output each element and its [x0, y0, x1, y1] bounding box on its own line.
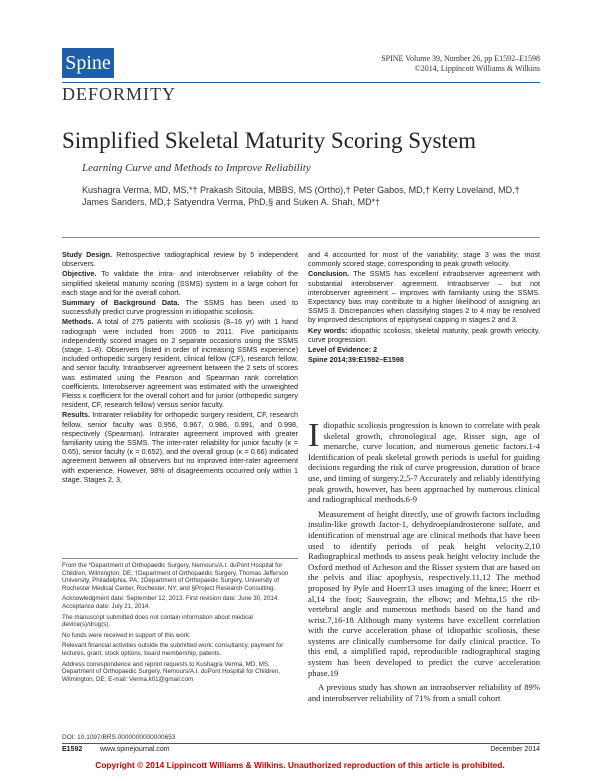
citation: Spine 2014;39:E1592–E1598 [308, 355, 404, 365]
level-of-evidence: Level of Evidence: 2 [308, 345, 378, 355]
abstract-results: Results. Intrarater reliability for orthopedic surgery resident, CF, research fellow, senior faculty was 0.956, 0.967, 0.986, 0.991, and 0.998, respectively (Spearman). Intrarater agreement improved with greater familiarity using the SSMS. The inter-rater reliability for junior faculty (κ = 0.65), senior faculty (κ = 0.652), and the overall group (κ = 0.66) indicated agreement between all observers but no improved inter-rater agreement with experience. However, 98% of disagreements occurred only within 1 stage. Stages 2, 3, [62, 410, 298, 484]
device-note: The manuscript submitted does not contain information about medical device(s)/drug(s). [62, 613, 253, 629]
footer-rule [62, 743, 540, 744]
abstract-methods: Methods. A total of 275 patients with scoliosis (8–16 yr) with 1 hand radiograph were included from 2005 to 2011. Five participants independently scored images on 2 separate occasions using the SSMS (stage, 1–8). Observers (listed in order of increasing SSMS experience) included orthopedic surgery resident, clinical fellow (CF), research fellow, and senior faculty. Intraobserver agreement between the 2 sets of scores was estimated using the Pearson and Spearman rank correlation coefficients. Interobserver agreement was estimated with the unweighted Fleiss κ coefficient for the overall cohort and for junior (orthopedic surgery resident, CF, research fellow) versus senior faculty. [62, 317, 298, 410]
article-title: Simplified Skeletal Maturity Scoring System [62, 128, 476, 153]
abstract-rule [62, 237, 540, 238]
abstract-design: Study Design. Retrospective radiographical review by 5 independent observers. [62, 250, 298, 269]
abstract-left-column [62, 250, 298, 485]
financial-note: Relevant financial activities outside the submitted work: consultancy, payment for lectures, grant, stock options, board membership, patents. [62, 642, 284, 657]
footnotes [62, 558, 298, 686]
doi: DOI: 10.1097/BRS.0000000000000653 [62, 734, 176, 741]
abstract-background: Summary of Background Data. The SSMS has been used to successfully predict curve progression in idiopathic scoliosis. [62, 298, 298, 317]
body-paragraph: A previous study has shown an intraobserver reliability of 89% and interobserver reliability of 71% from a small cohort [308, 682, 540, 703]
journal-copyright-line: ©2014, Lippincott Williams & Wilkins [414, 64, 540, 73]
body-paragraph: Idiopathic scoliosis progression is known to correlate with peak skeletal growth, chronological age, Risser sign, age of menarche, curve location, and numerous genetic factors.1-4 Identification of peak skeletal growth periods is useful for guiding decisions regarding the risk of curve progression, duration of brace use, and timing of surgery.2,5-7 Accurately and reliably identifying peak growth, however, has been approached by numerous clinical and radiographical methods.6-9 [308, 417, 540, 505]
abstract-conclusion: Conclusion. The SSMS has excellent intraobserver agreement with substantial interobserver agreement. Intraobserver – but not interobserver agreement – improves with familiarity using the SSMS. Expectancy bias may contribute to a higher likelihood of assigning an SSMS 3. Discrepancies when classifying stages 2 to 4 may be resolved by improved descriptions of epiphyseal capping in stages 2 and 3. [308, 269, 540, 325]
journal-website: www.spinejournal.com [100, 746, 170, 753]
affiliations-note: From the *Department of Orthopaedic Surgery, Nemours/A.I. duPont Hospital for Children, Wilmington, DE; †Department of Orthopaedic Surgery, Thomas Jefferson University, Philadelphia, PA; ‡Department of Orthopaedic Surgery, University of Rochester Medical Center, Rochester, NY; and §Project Research Consulting. [62, 562, 289, 592]
body-paragraph: Measurement of height directly, use of growth factors including insulin-like growth factor-1, dehydroepiandrosterone sulfate, and identification of menstrual age are clinical methods that have been used to identify periods of peak height velocity.2,10 Radiographical methods to assess peak height velocity include the Oxford method of Acheson and the Risser system that are based on the pelvis and iliac apophysis, respectively.11,12 The method proposed by Pyle and Hoerr13 uses imaging of the knee; Hoerr et al,14 the foot; Sauvegrain, the elbow; and Mehta,15 the rib-vertebral angle and numerous methods based on the hand and wrist.7,16-18 Although many systems have excellent correlation with the curve acceleration phase of idiopathic scoliosis, these systems are clinically cumbersome for daily clinical practice. To this end, a simplified rapid, reproducible radiographical staging system has been developed to predict the curve acceleration phase.19 [308, 508, 540, 678]
journal-volume-line: SPINE Volume 39, Number 26, pp E1592–E1598 [381, 54, 540, 63]
author-list: Kushagra Verma, MD, MS,*† Prakash Sitoula, MBBS, MS (Ortho),† Peter Gabos, MD,† Kerry Loveland, MD,† James Sanders, MD,‡ Satyendra Verma, PhD,§ and Suken A. Shah, MD*† [82, 185, 520, 207]
copyright-notice: Copyright © 2014 Lippincott Williams & Wilkins. Unauthorized reproduction of this article is prohibited. [95, 760, 505, 770]
article-subtitle: Learning Curve and Methods to Improve Reliability [82, 162, 311, 174]
abstract-objective: Objective. To validate the intra- and interobserver reliability of the simplified skeletal maturity scoring (SSMS) system in a large cohort for each stage and for the overall cohort. [62, 269, 298, 297]
abstract-right-column [308, 250, 540, 365]
issue-date: December 2014 [490, 746, 540, 753]
funding-note: No funds were received in support of this work. [62, 631, 191, 639]
abstract-results-continued: and 4 accounted for most of the variability; stage 3 was the most commonly scored stage, corresponding to peak growth velocity. [308, 250, 540, 269]
page-number: E1592 [62, 746, 83, 753]
dates-note: Acknowledgment date: September 12, 2013. First revision date: June 30, 2014. Acceptance date: July 21, 2014. [62, 595, 280, 610]
article-body [308, 417, 540, 707]
drop-cap: I [308, 417, 320, 454]
journal-info [381, 54, 540, 74]
abstract-keywords: Key words: idiopathic scoliosis, skeletal maturity, peak growth velocity, curve progression. [308, 325, 540, 344]
section-heading: DEFORMITY [62, 84, 177, 104]
correspondence-note: Address correspondence and reprint requests to Kushagra Verma, MD, MS, Department of Orthopaedic Surgery, Nemours/A.I. duPont Hospital for Children, Wilmington, DE; E-mail: Verma.k01@gmail.com [62, 660, 280, 683]
journal-logo: Spine [62, 48, 114, 78]
